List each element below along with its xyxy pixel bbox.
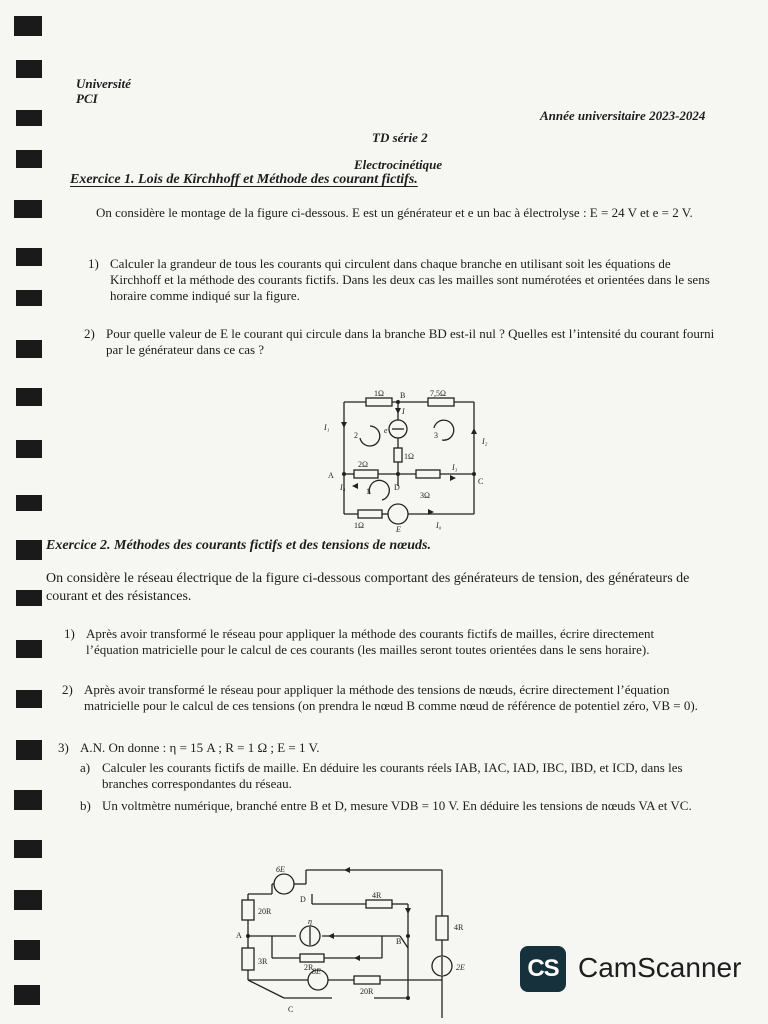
ex2-q2-number: 2)	[62, 682, 73, 697]
fig1-node-c: C	[478, 477, 484, 486]
fig1-current-i2: I₂	[482, 437, 488, 446]
ex2-question-a: Calculer les courants fictifs de maille. En déduire les courants réels IAB, IAC, IAD, IBC, IBD, et ICD, dans les branches correspondantes du réseau.	[102, 760, 683, 791]
exercise1-intro: On considère le montage de la figure ci-dessous. E est un générateur et e un bac à électrolyse : E = 24 V et e = 2 V.	[96, 205, 693, 220]
fig1-r-gen: 1Ω	[354, 521, 364, 530]
university-label: Université	[76, 76, 131, 91]
ex2-qb-number: b)	[80, 798, 91, 813]
fig1-r-ad: 2Ω	[358, 460, 368, 469]
fig2-r-4-right: 4R	[454, 923, 464, 932]
camscanner-watermark: CamScanner	[578, 952, 742, 983]
ex1-question-2: Pour quelle valeur de E le courant qui circule dans la branche BD est-il nul ? Quelles est l’intensité du courant fourni par le générateur dans ce cas ?	[106, 326, 715, 357]
fig2-current-source-eta: η	[308, 917, 312, 926]
ex2-q3-number: 3)	[58, 740, 69, 755]
fig1-node-d: D	[394, 483, 400, 492]
fig2-node-d: D	[300, 895, 306, 904]
fig2-source-2e: 2E	[456, 963, 465, 972]
spiral-binding	[0, 0, 48, 1024]
institution-label: PCI	[76, 91, 98, 106]
fig1-r-bd: 1Ω	[404, 452, 414, 461]
fig2-source-8e: 8E	[312, 967, 321, 976]
exercise2-title: Exercice 2. Méthodes des courants fictifs et des tensions de nœuds.	[46, 538, 431, 553]
fig2-node-c: C	[288, 1005, 294, 1014]
fig1-mesh-3: 3	[434, 431, 438, 440]
fig1-r-ab: 1Ω	[374, 389, 384, 398]
ex2-question-b: Un voltmètre numérique, branché entre B et D, mesure VDB = 10 V. En déduire les tensions de nœuds VA et VC.	[102, 798, 692, 813]
fig1-emf-e: e	[384, 426, 388, 435]
ex2-question-2: Après avoir transformé le réseau pour appliquer la méthode des tensions de nœuds, écrire directement l’équation matricielle pour le calcul de ces tensions (on prendra le nœud B comme nœud de référence de potentiel zéro, VB = 0).	[84, 682, 698, 713]
series-title: TD série 2	[372, 130, 428, 145]
fig1-current-i0: I₀	[436, 521, 442, 530]
subject-title: Electrocinétique	[354, 157, 443, 172]
ex1-q2-number: 2)	[84, 326, 95, 341]
fig2-source-6e: 6E	[276, 865, 285, 874]
fig1-current-i3: I₃	[452, 463, 458, 472]
ex2-q1-number: 1)	[64, 626, 75, 641]
fig1-current-i4: I₄	[340, 483, 346, 492]
exercise1-circuit	[316, 386, 492, 532]
fig1-r-dc: 3Ω	[420, 491, 430, 500]
exercise2-intro: On considère le réseau électrique de la figure ci-dessous comportant des générateurs de tension, des générateurs de courant et des résistances.	[46, 571, 690, 604]
fig2-r-3: 3R	[258, 957, 268, 966]
fig1-mesh-2: 2	[354, 431, 358, 440]
fig2-r-2: 2R	[304, 963, 314, 972]
fig2-node-a: A	[236, 931, 242, 940]
fig1-mesh-1: 1	[366, 487, 370, 496]
fig1-node-a: A	[328, 471, 334, 480]
fig2-r-20-left: 20R	[258, 907, 272, 916]
fig2-r-4-top: 4R	[372, 891, 382, 900]
fig2-node-b: B	[396, 937, 402, 946]
fig1-current-i: I	[402, 407, 405, 416]
ex2-question-3: A.N. On donne : η = 15 A ; R = 1 Ω ; E = 1 V.	[80, 740, 320, 755]
fig1-node-b: B	[400, 391, 406, 400]
ex2-question-1: Après avoir transformé le réseau pour appliquer la méthode des courants fictifs de mailles, écrire directement l’équation matricielle pour le calcul de ces courants (les mailles seront toutes orientées dans le sens horaire).	[86, 626, 655, 657]
ex2-qa-number: a)	[80, 760, 91, 775]
fig1-generator-e: E	[396, 525, 401, 532]
exercise2-circuit	[232, 860, 472, 1024]
academic-year: Année universitaire 2023-2024	[540, 108, 706, 123]
ex1-question-1: Calculer la grandeur de tous les courants qui circulent dans chaque branche en utilisant soit les équations de Kirchhoff et la méthode des courants fictifs. Dans les deux cas les mailles sont numérotées et orientées dans le sens horaire comme indiqué sur la figure.	[110, 256, 710, 303]
fig2-r-20-bottom: 20R	[360, 987, 374, 996]
exercise1-title: Exercice 1. Lois de Kirchhoff et Méthode des courant fictifs.	[70, 172, 418, 187]
fig1-current-i1: I₁	[324, 423, 330, 432]
ex1-q1-number: 1)	[88, 256, 99, 271]
camscanner-logo: CS	[520, 946, 566, 992]
fig1-r-bc: 7,5Ω	[430, 389, 446, 398]
